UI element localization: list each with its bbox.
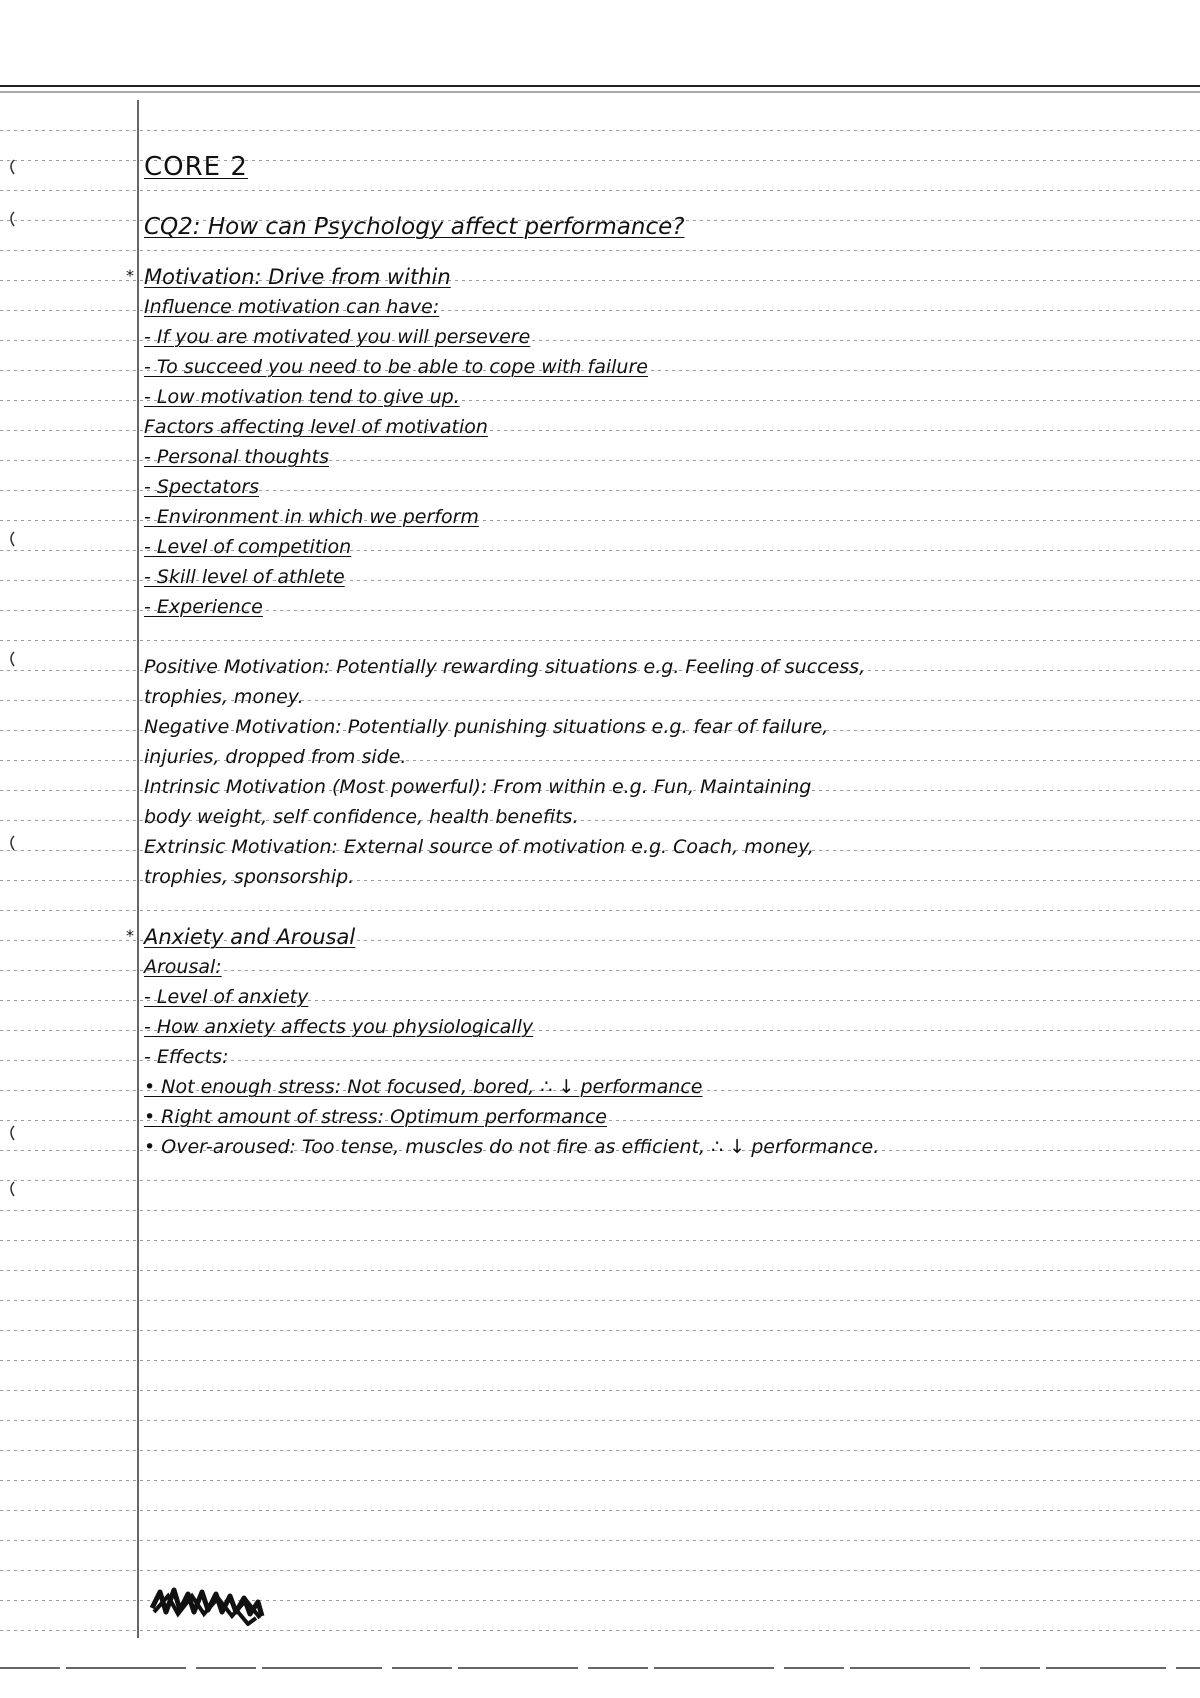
- effect-item: • Right amount of stress: Optimum performance: [144, 1106, 607, 1128]
- motivation-heading: Motivation: Drive from within: [144, 265, 451, 289]
- binder-ring-mark: [11, 1182, 14, 1196]
- motivation-type-line: trophies, money.: [144, 686, 304, 708]
- core-question: CQ2: How can Psychology affect performance?: [144, 214, 685, 240]
- factor-item: - Spectators: [144, 476, 260, 498]
- binder-ring-mark: [11, 212, 14, 226]
- arousal-item: - Effects:: [144, 1046, 229, 1068]
- motivation-star-marker: *: [126, 266, 134, 285]
- motivation-type-line: trophies, sponsorship.: [144, 866, 355, 888]
- binder-ring-mark: [11, 652, 14, 666]
- arousal-heading: Arousal:: [144, 956, 222, 978]
- motivation-type-line: injuries, dropped from side.: [144, 746, 407, 768]
- arousal-item: - How anxiety affects you physiologically: [144, 1016, 534, 1038]
- binder-ring-mark: [11, 1126, 14, 1140]
- factor-item: - Level of competition: [144, 536, 352, 558]
- motivation-type-line: Negative Motivation: Potentially punishing situations e.g. fear of failure,: [144, 716, 829, 738]
- factor-item: - Environment in which we perform: [144, 506, 479, 528]
- motivation-type-line: Extrinsic Motivation: External source of motivation e.g. Coach, money,: [144, 836, 814, 858]
- scribble-mark: [148, 1582, 268, 1626]
- factor-item: - Personal thoughts: [144, 446, 329, 468]
- binder-ring-mark: [11, 532, 14, 546]
- anxiety-heading: Anxiety and Arousal: [144, 925, 356, 949]
- factor-item: - Skill level of athlete: [144, 566, 345, 588]
- page-title: CORE 2: [144, 152, 248, 182]
- anxiety-star-marker: *: [126, 926, 134, 945]
- influence-heading: Influence motivation can have:: [144, 296, 440, 318]
- binder-ring-mark: [11, 836, 14, 850]
- motivation-type-line: Positive Motivation: Potentially rewarding situations e.g. Feeling of success,: [144, 656, 866, 678]
- arousal-item: - Level of anxiety: [144, 986, 309, 1008]
- influence-item: - If you are motivated you will persevere: [144, 326, 531, 348]
- factor-item: - Experience: [144, 596, 263, 618]
- effect-item: • Not enough stress: Not focused, bored, ∴ ↓ performance: [144, 1076, 703, 1098]
- crossed-out-word: [148, 1582, 268, 1630]
- influence-item: - Low motivation tend to give up.: [144, 386, 460, 408]
- binder-ring-mark: [11, 160, 14, 174]
- factors-heading: Factors affecting level of motivation: [144, 416, 488, 438]
- influence-item: - To succeed you need to be able to cope with failure: [144, 356, 648, 378]
- motivation-type-line: Intrinsic Motivation (Most powerful): From within e.g. Fun, Maintaining: [144, 776, 812, 798]
- motivation-type-line: body weight, self confidence, health benefits.: [144, 806, 579, 828]
- effect-item: • Over-aroused: Too tense, muscles do not fire as efficient, ∴ ↓ performance.: [144, 1136, 880, 1158]
